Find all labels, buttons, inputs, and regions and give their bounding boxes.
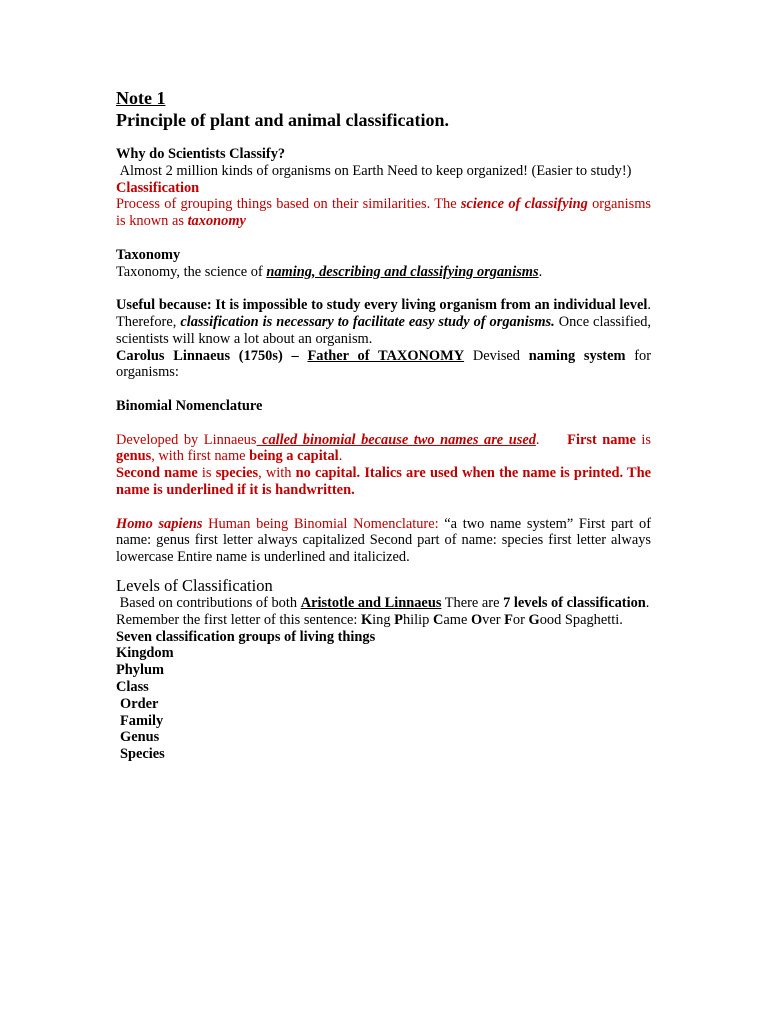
group-genus: Genus: [120, 729, 160, 746]
homo-sapiens-name: Homo sapiens: [116, 515, 203, 532]
taxonomy-emphasis: taxonomy: [187, 213, 246, 230]
father-of-taxonomy: Father of TAXONOMY: [307, 347, 465, 364]
group-order: Order: [120, 695, 159, 712]
group-species: Species: [120, 746, 165, 763]
page-title: Principle of plant and animal classification.: [116, 110, 450, 130]
taxonomy-definition: naming, describing and classifying organisms: [266, 263, 539, 280]
group-phylum: Phylum: [116, 662, 164, 679]
taxonomy-text: Taxonomy, the science of naming, describing and classifying organisms.: [116, 263, 543, 280]
group-family: Family: [120, 712, 164, 729]
document-page: [116, 88, 651, 763]
levels-heading: Levels of Classification: [116, 575, 273, 595]
levels-text: Based on contributions of both Aristotle and Linnaeus There are 7 levels of classification.: [116, 594, 650, 611]
classification-text: Process of grouping things based on their similarities. The science of classifying organisms is known as taxonomy: [116, 196, 652, 230]
mnemonic-sentence: Remember the first letter of this sentence: King Philip Came Over For Good Spaghetti.: [116, 611, 623, 628]
classification-heading: Classification: [116, 179, 200, 196]
homo-sapiens-paragraph: Homo sapiens Human being Binomial Nomenclature: “a two name system” First part of name: genus first letter always capitalized Second part of name: species first letter always lowercase Entire name is underlined and italicized.: [116, 515, 651, 566]
science-of-classifying-emphasis: science of classifying: [460, 196, 588, 213]
group-class: Class: [116, 678, 149, 695]
why-heading: Why do Scientists Classify?: [116, 146, 286, 162]
taxonomy-heading: Taxonomy: [116, 246, 181, 263]
binomial-paragraph: Developed by Linnaeus called binomial because two names are used. First name is genus, with first name being a capital. Second name is species, with no capital. Italics are used when the name is printed. The name is underlined if it is handwritten.: [116, 431, 652, 498]
note-label: Note 1: [116, 88, 166, 108]
groups-heading: Seven classification groups of living things: [116, 628, 376, 645]
useful-paragraph: Useful because: It is impossible to study every living organism from an individual level. Therefore, classification is necessary to facilitate easy study of organisms. Once classified, scientists will know a lot about an organism.: [116, 297, 652, 347]
aristotle-and-linnaeus: Aristotle and Linnaeus: [300, 594, 442, 611]
why-text: Almost 2 million kinds of organisms on Earth Need to keep organized! (Easier to study!): [116, 162, 632, 179]
binomial-heading: Binomial Nomenclature: [116, 397, 263, 414]
group-kingdom: Kingdom: [116, 645, 174, 662]
linnaeus-paragraph: Carolus Linnaeus (1750s) – Father of TAXONOMY Devised naming system for organisms:: [116, 347, 652, 381]
